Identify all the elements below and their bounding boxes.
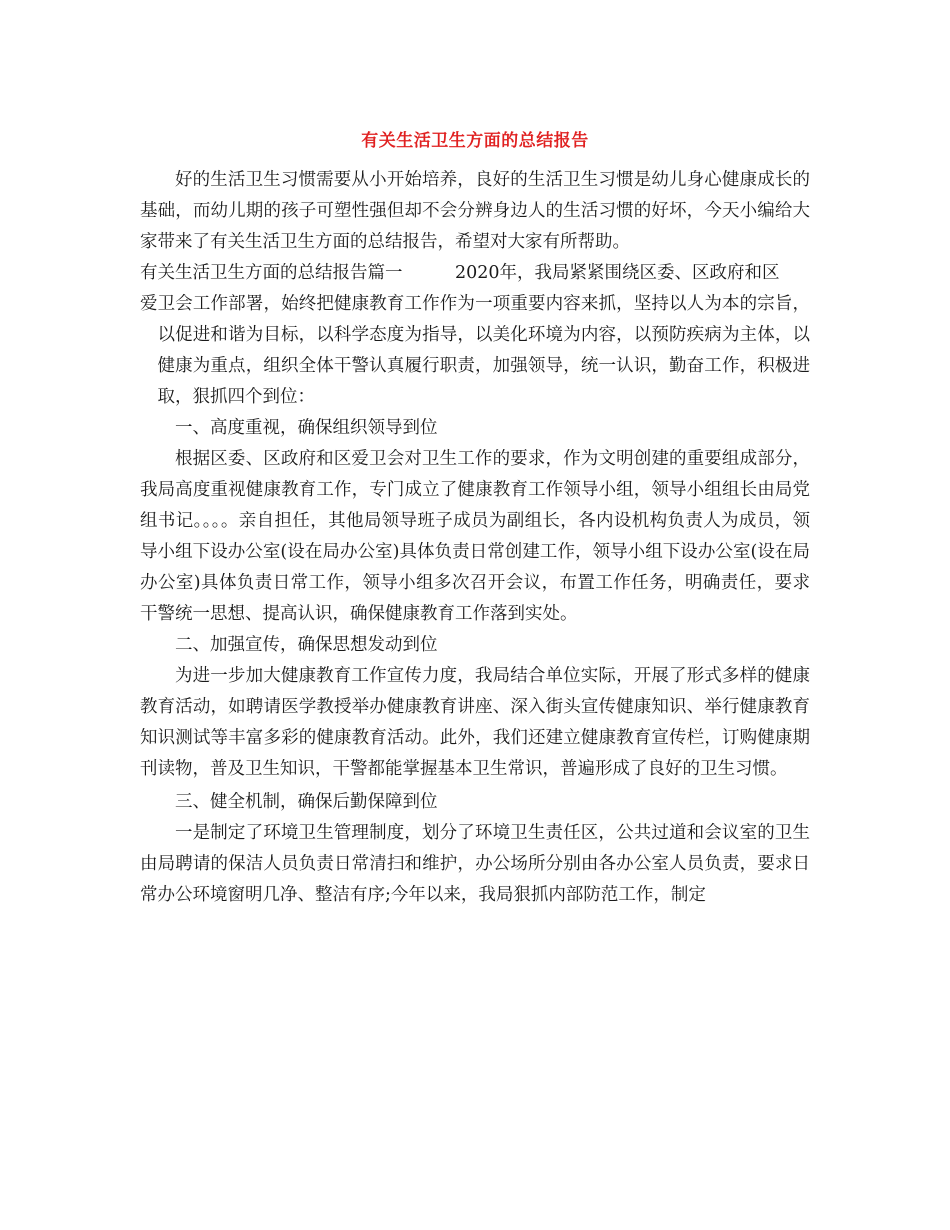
subheading-1: 一、高度重视，确保组织领导到位 (175, 418, 438, 438)
section-heading-line: 有关生活卫生方面的总结报告篇一 2020年，我局紧紧围绕区委、区政府和区 (140, 263, 780, 283)
body-paragraph: 为进一步加大健康教育工作宣传力度，我局结合单位实际，开展了形式多样的健康教育活动，如聘请医学教授举办健康教育讲座、深入街头宣传健康知识、举行健康教育知识测试等丰富多彩的健康教育活动。此外，我们还建立健康教育宣传栏，订购健康期刊读物，普及卫生知识，干警都能掌握基本卫生常识，普遍形成了良好的卫生习惯。 (140, 666, 810, 779)
document-body (140, 165, 810, 911)
body-paragraph: 爱卫会工作部署，始终把健康教育工作作为一项重要内容来抓，坚持以人为本的宗旨，以促进和谐为目标，以科学态度为指导，以美化环境为内容，以预防疾病为主体，以健康为重点，组织全体干警认真履行职责，加强领导，统一认识，勤奋工作，积极进取，狠抓四个到位： (140, 294, 810, 407)
intro-paragraph: 好的生活卫生习惯需要从小开始培养，良好的生活卫生习惯是幼儿身心健康成长的基础，而幼儿期的孩子可塑性强但却不会分辨身边人的生活习惯的好坏，今天小编给大家带来了有关生活卫生方面的总结报告，希望对大家有所帮助。 (140, 170, 810, 252)
body-paragraph: 根据区委、区政府和区爱卫会对卫生工作的要求，作为文明创建的重要组成部分，我局高度重视健康教育工作，专门成立了健康教育工作领导小组，领导小组组长由局党组书记。。。。亲自担任，其他局领导班子成员为副组长，各内设机构负责人为成员，领导小组下设办公室(设在局办公室)具体负责日常创建工作，领导小组下设办公室(设在局办公室)具体负责日常工作，领导小组多次召开会议，布置工作任务，明确责任，要求干警统一思想、提高认识，确保健康教育工作落到实处。 (140, 449, 810, 624)
body-paragraph: 一是制定了环境卫生管理制度，划分了环境卫生责任区，公共过道和会议室的卫生由局聘请的保洁人员负责日常清扫和维护，办公场所分别由各办公室人员负责，要求日常办公环境窗明几净、整洁有序;今年以来，我局狠抓内部防范工作，制定 (140, 823, 810, 905)
subheading-2: 二、加强宣传，确保思想发动到位 (175, 635, 438, 655)
subheading-3: 三、健全机制，确保后勤保障到位 (175, 792, 438, 812)
document-title: 有关生活卫生方面的总结报告 (361, 131, 589, 151)
